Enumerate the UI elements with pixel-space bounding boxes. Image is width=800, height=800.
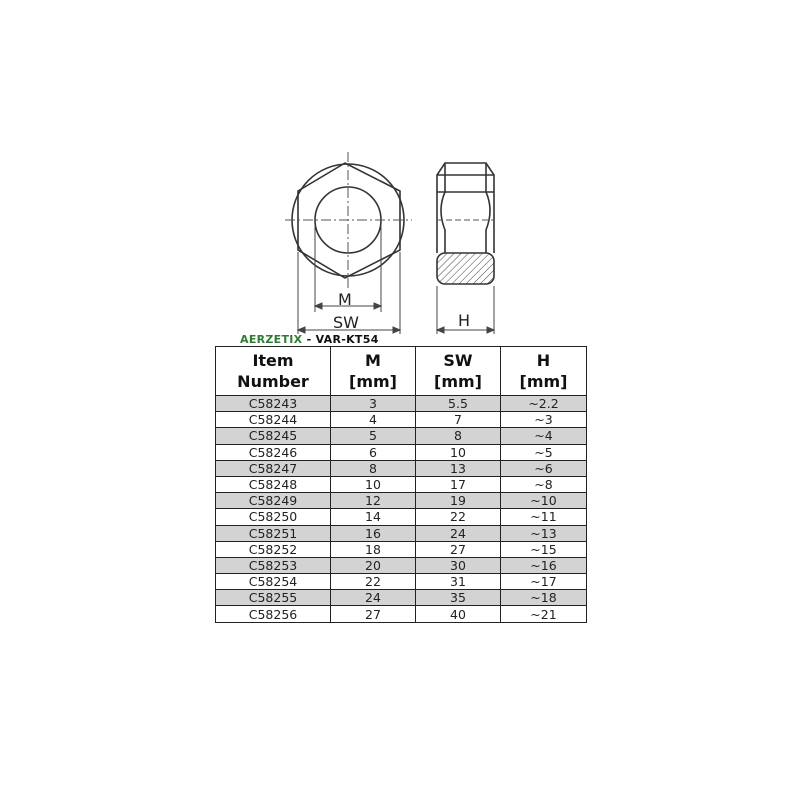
header-sw-line2: [mm] (434, 372, 482, 391)
cell-item-number: C58246 (216, 444, 331, 460)
cell-item-number: C58254 (216, 574, 331, 590)
cell-m: 18 (331, 541, 416, 557)
table-row (216, 412, 587, 428)
cell-item-number: C58249 (216, 493, 331, 509)
header-sw (416, 347, 501, 396)
cell-m: 27 (331, 606, 416, 622)
header-item-number-line1: Item (252, 351, 294, 370)
nut-technical-drawing (0, 0, 800, 340)
cell-h: ~2.2 (501, 396, 587, 412)
cell-sw: 24 (416, 525, 501, 541)
cell-m: 16 (331, 525, 416, 541)
size-table-body (216, 396, 587, 623)
brand-caption (240, 333, 379, 346)
header-h (501, 347, 587, 396)
cell-h: ~10 (501, 493, 587, 509)
cell-item-number: C58247 (216, 460, 331, 476)
cell-m: 8 (331, 460, 416, 476)
cell-sw: 5.5 (416, 396, 501, 412)
table-row (216, 525, 587, 541)
product-code: VAR-KT54 (315, 333, 379, 346)
cell-sw: 30 (416, 557, 501, 573)
table-row (216, 606, 587, 622)
cell-item-number: C58250 (216, 509, 331, 525)
table-row (216, 574, 587, 590)
cell-m: 22 (331, 574, 416, 590)
cell-h: ~11 (501, 509, 587, 525)
cell-item-number: C58256 (216, 606, 331, 622)
cell-sw: 17 (416, 476, 501, 492)
cell-sw: 7 (416, 412, 501, 428)
table-row (216, 509, 587, 525)
side-view (437, 163, 494, 284)
cell-item-number: C58248 (216, 476, 331, 492)
header-m-line1: M (365, 351, 381, 370)
table-row (216, 493, 587, 509)
cell-h: ~8 (501, 476, 587, 492)
cell-item-number: C58245 (216, 428, 331, 444)
cell-item-number: C58252 (216, 541, 331, 557)
brand-name: AERZETIX (240, 333, 303, 346)
dimension-h-label: H (458, 311, 471, 330)
cell-sw: 35 (416, 590, 501, 606)
cell-h: ~6 (501, 460, 587, 476)
cell-h: ~18 (501, 590, 587, 606)
table-row (216, 590, 587, 606)
cell-m: 4 (331, 412, 416, 428)
cell-h: ~21 (501, 606, 587, 622)
size-table-header (216, 347, 587, 396)
cell-sw: 40 (416, 606, 501, 622)
header-sw-line1: SW (443, 351, 473, 370)
cell-m: 24 (331, 590, 416, 606)
header-m-line2: [mm] (349, 372, 397, 391)
table-row (216, 557, 587, 573)
table-row (216, 396, 587, 412)
table-row (216, 460, 587, 476)
dimension-m-label: M (338, 290, 352, 309)
side-view-insert (437, 253, 494, 284)
table-row (216, 444, 587, 460)
dimension-sw-label: SW (333, 313, 359, 332)
cell-item-number: C58243 (216, 396, 331, 412)
table-row (216, 476, 587, 492)
header-h-line1: H (536, 351, 551, 370)
cell-item-number: C58251 (216, 525, 331, 541)
front-view-centerlines (285, 152, 412, 290)
cell-sw: 22 (416, 509, 501, 525)
cell-sw: 13 (416, 460, 501, 476)
cell-m: 12 (331, 493, 416, 509)
size-table (215, 346, 587, 623)
brand-separator: - (302, 333, 316, 346)
cell-sw: 31 (416, 574, 501, 590)
cell-h: ~17 (501, 574, 587, 590)
cell-sw: 8 (416, 428, 501, 444)
table-row (216, 428, 587, 444)
cell-item-number: C58255 (216, 590, 331, 606)
cell-sw: 27 (416, 541, 501, 557)
header-item-number (216, 347, 331, 396)
cell-item-number: C58244 (216, 412, 331, 428)
cell-item-number: C58253 (216, 557, 331, 573)
cell-h: ~13 (501, 525, 587, 541)
cell-h: ~16 (501, 557, 587, 573)
cell-h: ~15 (501, 541, 587, 557)
cell-m: 3 (331, 396, 416, 412)
cell-h: ~3 (501, 412, 587, 428)
cell-m: 6 (331, 444, 416, 460)
header-item-number-line2: Number (237, 372, 309, 391)
cell-h: ~4 (501, 428, 587, 444)
cell-sw: 19 (416, 493, 501, 509)
header-m (331, 347, 416, 396)
cell-sw: 10 (416, 444, 501, 460)
cell-h: ~5 (501, 444, 587, 460)
cell-m: 20 (331, 557, 416, 573)
cell-m: 14 (331, 509, 416, 525)
cell-m: 5 (331, 428, 416, 444)
table-row (216, 541, 587, 557)
header-h-line2: [mm] (519, 372, 568, 391)
cell-m: 10 (331, 476, 416, 492)
